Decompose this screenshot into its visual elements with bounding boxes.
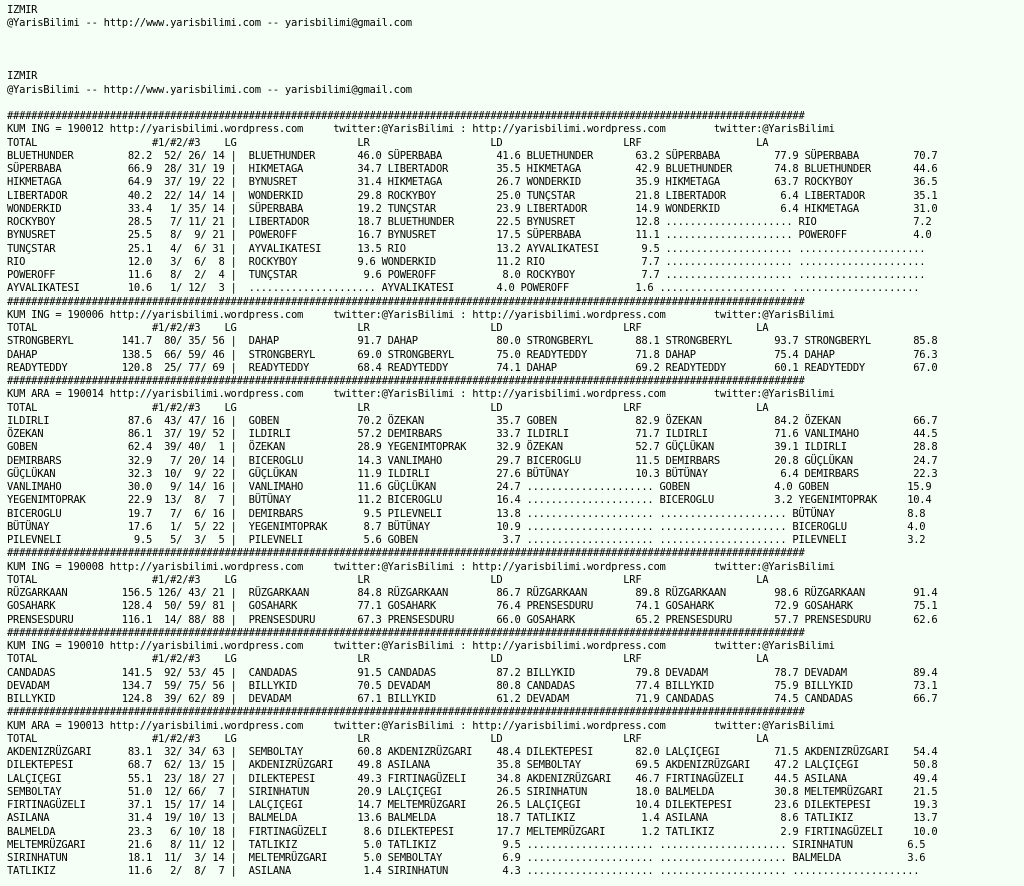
table-row: LALÇIÇEGI 55.1 23/ 18/ 27 | DILEKTEPESI 49.3 FIRTINAGÜZELI 34.8 AKDENIZRÜZGARI 46.7 FIRTINAGÜZELI 44.5 ASILANA 49.4 — [7, 772, 938, 785]
table-row: SIRINHATUN 18.1 11/ 3/ 14 | MELTEMRÜZGARI 5.0 SEMBOLTAY 6.9 ..................... ..................... BALMELDA 3.6 — [7, 852, 926, 864]
column-header-line: TOTAL #1/#2/#3 LG LR LD LRF LA — [7, 401, 769, 414]
separator-line: #################################################################################################################################### — [7, 547, 805, 560]
table-row: ROCKYBOY 28.5 7/ 11/ 21 | LIBERTADOR 18.7 BLUETHUNDER 22.5 BYNUSRET 12.8 ..................... RIO 7.2 — [7, 216, 932, 228]
table-row: AKDENIZRÜZGARI 83.1 32/ 34/ 63 | SEMBOLTAY 60.8 AKDENIZRÜZGARI 48.4 DILEKTEPESI 82.0 LALÇIÇEGI 71.5 AKDENIZRÜZGARI 54.4 — [7, 746, 938, 758]
table-row: DAHAP 138.5 66/ 59/ 46 | STRONGBERYL 69.0 STRONGBERYL 75.0 READYTEDDY 71.8 DAHAP 75.4 DAHAP 76.3 — [7, 348, 938, 361]
separator-line: #################################################################################################################################### — [7, 295, 805, 308]
table-row: DILEKTEPESI 68.7 62/ 13/ 15 | AKDENIZRÜZGARI 49.8 ASILANA 35.8 SEMBOLTAY 69.5 AKDENIZRÜZGARI 47.2 LALÇIÇEGI 50.8 — [7, 759, 938, 772]
table-row: ILDIRLI 87.6 43/ 47/ 16 | GOBEN 70.2 ÖZEKAN 35.7 GOBEN 82.9 ÖZEKAN 84.2 ÖZEKAN 66.7 — [7, 414, 938, 427]
table-row: RIO 12.0 3/ 6/ 8 | ROCKYBOY 9.6 WONDERKID 11.2 RIO 7.7 ..................... ..................... — [7, 255, 926, 268]
table-row: DEVADAM 134.7 59/ 75/ 56 | BILLYKID 70.5 DEVADAM 80.8 CANDADAS 77.4 BILLYKID 75.9 BILLYKID 73.1 — [7, 679, 938, 692]
table-row: PILEVNELI 9.5 5/ 3/ 5 | PILEVNELI 5.6 GOBEN 3.7 ..................... ..................... PILEVNELI 3.2 — [7, 534, 926, 546]
table-row: ÖZEKAN 86.1 37/ 19/ 52 | ILDIRLI 57.2 DEMIRBARS 33.7 ILDIRLI 71.7 ILDIRLI 71.6 VANLIMAHO 44.5 — [7, 428, 938, 440]
blank-line — [7, 97, 1024, 110]
table-row: STRONGBERYL 141.7 80/ 35/ 56 | DAHAP 91.7 DAHAP 80.0 STRONGBERYL 88.1 STRONGBERYL 93.7 STRONGBERYL 85.8 — [7, 335, 938, 348]
blank-line — [7, 44, 1024, 57]
column-header-line: TOTAL #1/#2/#3 LG LR LD LRF LA — [7, 322, 769, 334]
race-header-line: KUM ARA = 190013 http://yarisbilimi.wordpress.com twitter:@YarisBilimi : http://yarisbilimi.wordpress.com twitter:@YarisBilimi — [7, 719, 835, 732]
table-row: YEGENIMTOPRAK 22.9 13/ 8/ 7 | BÜTÜNAY 11.2 BICEROGLU 16.4 ..................... BICEROGLU 3.2 YEGENIMTOPRAK 10.4 — [7, 494, 932, 507]
contact-line: @YarisBilimi -- http://www.yarisbilimi.com -- yarisbilimi@gmail.com — [7, 17, 412, 30]
table-row: GOSAHARK 128.4 50/ 59/ 81 | GOSAHARK 77.1 GOSAHARK 76.4 PRENSESDURU 74.1 GOSAHARK 72.9 GOSAHARK 75.1 — [7, 600, 938, 613]
table-row: PRENSESDURU 116.1 14/ 88/ 88 | PRENSESDURU 67.3 PRENSESDURU 66.0 GOSAHARK 65.2 PRENSESDURU 57.7 PRENSESDURU 62.6 — [7, 613, 938, 626]
city-title: IZMIR — [7, 4, 38, 16]
table-row: GÜÇLÜKAN 32.3 10/ 9/ 22 | GÜÇLÜKAN 11.9 ILDIRLI 27.6 BÜTÜNAY 10.3 BÜTÜNAY 6.4 DEMIRBARS 22.3 — [7, 467, 938, 480]
table-row: MELTEMRÜZGARI 21.6 8/ 11/ 12 | TATLIKIZ 5.0 TATLIKIZ 9.5 ..................... ..................... SIRINHATUN 6.5 — [7, 838, 926, 851]
table-row: POWEROFF 11.6 8/ 2/ 4 | TUNÇSTAR 9.6 POWEROFF 8.0 ROCKYBOY 7.7 ..................... ..................... — [7, 269, 926, 281]
table-row: TUNÇSTAR 25.1 4/ 6/ 31 | AYVALIKATESI 13.5 RIO 13.2 AYVALIKATESI 9.5 ..................... ..................... — [7, 242, 926, 255]
table-row: FIRTINAGÜZELI 37.1 15/ 17/ 14 | LALÇIÇEGI 14.7 MELTEMRÜZGARI 26.5 LALÇIÇEGI 10.4 DILEKTEPESI 23.6 DILEKTEPESI 19.3 — [7, 799, 938, 811]
race-header-line: KUM ING = 190012 http://yarisbilimi.wordpress.com twitter:@YarisBilimi : http://yarisbilimi.wordpress.com twitter:@YarisBilimi — [7, 123, 835, 136]
race-header-line: KUM ARA = 190014 http://yarisbilimi.wordpress.com twitter:@YarisBilimi : http://yarisbilimi.wordpress.com twitter:@YarisBilimi — [7, 388, 835, 401]
table-row: LIBERTADOR 40.2 22/ 14/ 14 | WONDERKID 29.8 ROCKYBOY 25.0 TUNÇSTAR 21.8 LIBERTADOR 6.4 LIBERTADOR 35.1 — [7, 189, 938, 202]
table-row: BICEROGLU 19.7 7/ 6/ 16 | DEMIRBARS 9.5 PILEVNELI 13.8 ..................... ..................... BÜTÜNAY 8.8 — [7, 507, 926, 520]
table-row: DEMIRBARS 32.9 7/ 20/ 14 | BICEROGLU 14.3 VANLIMAHO 29.7 BICEROGLU 11.5 DEMIRBARS 20.8 GÜÇLÜKAN 24.7 — [7, 454, 938, 467]
column-header-line: TOTAL #1/#2/#3 LG LR LD LRF LA — [7, 732, 769, 745]
table-row: CANDADAS 141.5 92/ 53/ 45 | CANDADAS 91.5 CANDADAS 87.2 BILLYKID 79.8 DEVADAM 78.7 DEVADAM 89.4 — [7, 666, 938, 679]
column-header-line: TOTAL #1/#2/#3 LG LR LD LRF LA — [7, 136, 769, 149]
race-header-line: KUM ING = 190010 http://yarisbilimi.wordpress.com twitter:@YarisBilimi : http://yarisbilimi.wordpress.com twitter:@YarisBilimi — [7, 640, 835, 652]
table-row: AYVALIKATESI 10.6 1/ 12/ 3 | ..................... AYVALIKATESI 4.0 POWEROFF 1.6 ..................... ..................... — [7, 282, 920, 295]
city-title: IZMIR — [7, 70, 38, 83]
separator-line: #################################################################################################################################### — [7, 375, 805, 387]
table-row: TATLIKIZ 11.6 2/ 8/ 7 | ASILANA 1.4 SIRINHATUN 4.3 ..................... ..................... ..................... — [7, 865, 920, 878]
column-header-line: TOTAL #1/#2/#3 LG LR LD LRF LA — [7, 573, 769, 586]
separator-line: #################################################################################################################################### — [7, 706, 805, 719]
table-row: SÜPERBABA 66.9 28/ 31/ 19 | HIKMETAGA 34.7 LIBERTADOR 35.5 HIKMETAGA 42.9 BLUETHUNDER 74.8 BLUETHUNDER 44.6 — [7, 163, 938, 175]
table-row: BLUETHUNDER 82.2 52/ 26/ 14 | BLUETHUNDER 46.0 SÜPERBABA 41.6 BLUETHUNDER 63.2 SÜPERBABA 77.9 SÜPERBABA 70.7 — [7, 149, 938, 162]
column-header-line: TOTAL #1/#2/#3 LG LR LD LRF LA — [7, 653, 769, 666]
table-row: GOBEN 62.4 39/ 40/ 1 | ÖZEKAN 28.9 YEGENIMTOPRAK 32.9 ÖZEKAN 52.7 GÜÇLÜKAN 39.1 ILDIRLI 28.8 — [7, 441, 938, 454]
table-row: HIKMETAGA 64.9 37/ 19/ 22 | BYNUSRET 31.4 HIKMETAGA 26.7 WONDERKID 35.9 HIKMETAGA 63.7 ROCKYBOY 36.5 — [7, 176, 938, 189]
contact-line: @YarisBilimi -- http://www.yarisbilimi.com -- yarisbilimi@gmail.com — [7, 83, 412, 96]
table-row: VANLIMAHO 30.0 9/ 14/ 16 | VANLIMAHO 11.6 GÜÇLÜKAN 24.7 ..................... GOBEN 4.0 GOBEN 15.9 — [7, 481, 932, 493]
blank-line — [7, 31, 1024, 44]
table-row: ASILANA 31.4 19/ 10/ 13 | BALMELDA 13.6 BALMELDA 18.7 TATLIKIZ 1.4 ASILANA 8.6 TATLIKIZ 13.7 — [7, 812, 938, 825]
table-row: BILLYKID 124.8 39/ 62/ 89 | DEVADAM 67.1 BILLYKID 61.2 DEVADAM 71.9 CANDADAS 74.5 CANDADAS 66.7 — [7, 693, 938, 705]
separator-line: #################################################################################################################################### — [7, 110, 805, 122]
table-row: SEMBOLTAY 51.0 12/ 66/ 7 | SIRINHATUN 20.9 LALÇIÇEGI 26.5 SIRINHATUN 18.0 BALMELDA 30.8 MELTEMRÜZGARI 21.5 — [7, 785, 938, 798]
table-row: BALMELDA 23.3 6/ 10/ 18 | FIRTINAGÜZELI 8.6 DILEKTEPESI 17.7 MELTEMRÜZGARI 1.2 TATLIKIZ 2.9 FIRTINAGÜZELI 10.0 — [7, 825, 938, 838]
table-row: BYNUSRET 25.5 8/ 9/ 21 | POWEROFF 16.7 BYNUSRET 17.5 SÜPERBABA 11.1 ..................... POWEROFF 4.0 — [7, 229, 932, 242]
race-header-line: KUM ING = 190006 http://yarisbilimi.wordpress.com twitter:@YarisBilimi : http://yarisbilimi.wordpress.com twitter:@YarisBilimi — [7, 308, 835, 321]
table-row: WONDERKID 33.4 1/ 35/ 14 | SÜPERBABA 19.2 TUNÇSTAR 23.9 LIBERTADOR 14.9 WONDERKID 6.4 HIKMETAGA 31.0 — [7, 202, 938, 215]
separator-line: #################################################################################################################################### — [7, 626, 805, 639]
table-row: READYTEDDY 120.8 25/ 77/ 69 | READYTEDDY 68.4 READYTEDDY 74.1 DAHAP 69.2 READYTEDDY 60.1 READYTEDDY 67.0 — [7, 361, 938, 374]
blank-line — [7, 57, 1024, 70]
table-row: BÜTÜNAY 17.6 1/ 5/ 22 | YEGENIMTOPRAK 8.7 BÜTÜNAY 10.9 ..................... ..................... BICEROGLU 4.0 — [7, 520, 926, 533]
race-header-line: KUM ING = 190008 http://yarisbilimi.wordpress.com twitter:@YarisBilimi : http://yarisbilimi.wordpress.com twitter:@YarisBilimi — [7, 560, 835, 573]
table-row: RÜZGARKAAN 156.5 126/ 43/ 21 | RÜZGARKAAN 84.8 RÜZGARKAAN 86.7 RÜZGARKAAN 89.8 RÜZGARKAAN 98.6 RÜZGARKAAN 91.4 — [7, 587, 938, 599]
